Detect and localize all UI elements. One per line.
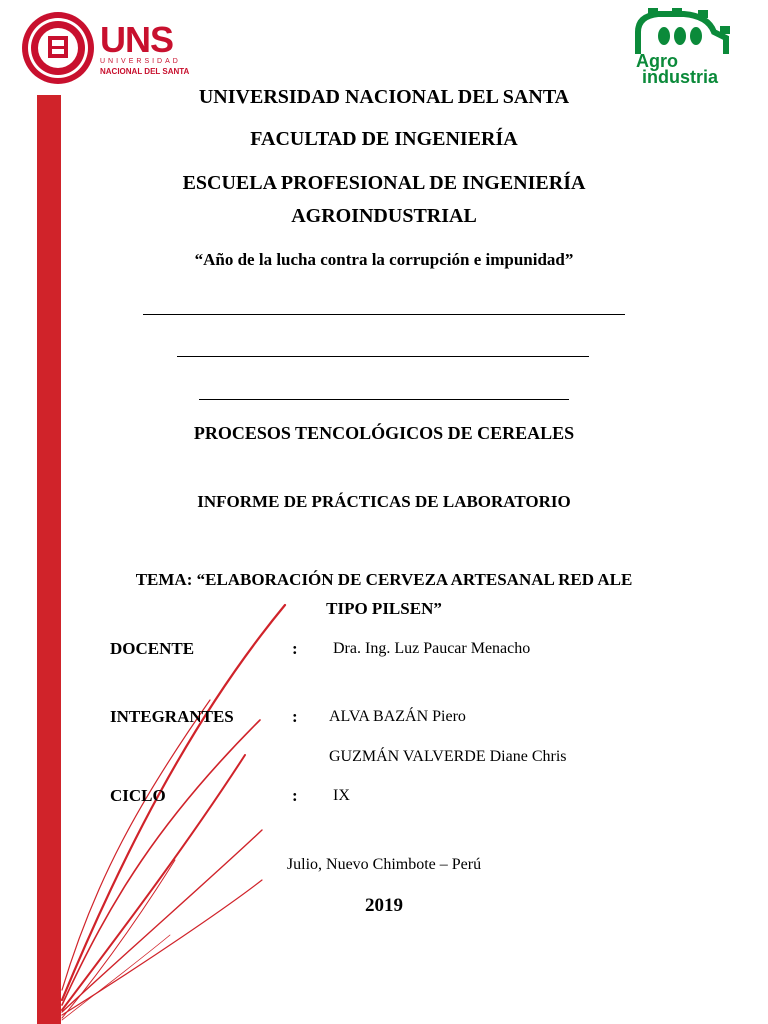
report-type: INFORME DE PRÁCTICAS DE LABORATORIO [197, 492, 571, 511]
docente-value: Dra. Ing. Luz Paucar Menacho [333, 640, 531, 657]
integrante-1: ALVA BAZÁN Piero [329, 708, 466, 725]
blank-line-3 [199, 399, 569, 400]
agro-logo-line-2: industria [642, 67, 719, 87]
integrantes-label: INTEGRANTES [110, 707, 234, 726]
faculty-name: FACULTAD DE INGENIERÍA [250, 128, 518, 150]
uns-logo [100, 20, 190, 80]
uns-logo-subtitle-1: UNIVERSIDAD [100, 58, 181, 65]
docente-colon: : [292, 639, 298, 658]
university-seal-icon [20, 10, 96, 86]
year-motto: “Año de la lucha contra la corrupción e impunidad” [194, 250, 574, 269]
agroindustria-logo [628, 8, 740, 88]
ciclo-label: CICLO [110, 786, 166, 805]
integrantes-colon: : [292, 707, 298, 726]
ciclo-colon: : [292, 786, 298, 805]
course-title: PROCESOS TENCOLÓGICOS DE CEREALES [193, 423, 575, 443]
blank-line-2 [177, 356, 589, 357]
university-name: UNIVERSIDAD NACIONAL DEL SANTA [198, 86, 570, 108]
uns-logo-text: UNS [100, 19, 174, 60]
blank-line-1 [143, 314, 625, 315]
integrante-2: GUZMÁN VALVERDE Diane Chris [329, 748, 567, 765]
place-date: Julio, Nuevo Chimbote – Perú [286, 856, 482, 873]
agro-logo-line-1: Agro [636, 51, 678, 71]
ciclo-value: IX [333, 787, 350, 804]
school-name-line-2: AGROINDUSTRIAL [291, 205, 477, 227]
docente-label: DOCENTE [110, 639, 195, 658]
red-vertical-bar [37, 95, 61, 1024]
topic-line-1: TEMA: “ELABORACIÓN DE CERVEZA ARTESANAL RED ALE [135, 570, 633, 589]
uns-logo-subtitle-2: NACIONAL DEL SANTA [100, 67, 190, 76]
school-name-line-1: ESCUELA PROFESIONAL DE INGENIERÍA [182, 172, 586, 194]
report-year: 2019 [365, 895, 403, 916]
topic-line-2: TIPO PILSEN” [326, 599, 442, 618]
